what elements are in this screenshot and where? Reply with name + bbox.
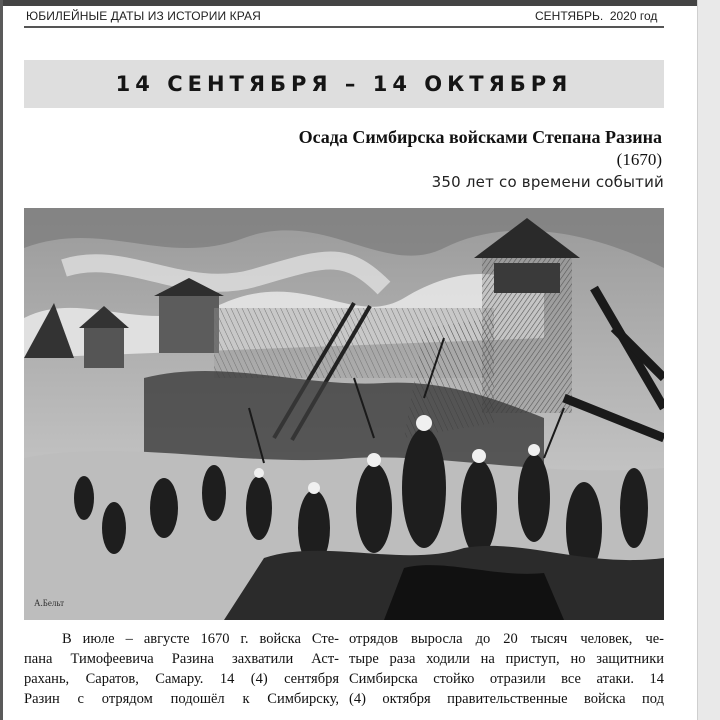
window-left-edge bbox=[0, 0, 3, 720]
siege-engraving-drawing bbox=[24, 208, 664, 620]
article-year: (1670) bbox=[616, 150, 662, 169]
body-column-left bbox=[24, 629, 339, 709]
paragraph-line: тыре раза ходили на приступ, но защитники bbox=[349, 651, 664, 667]
date-range-banner bbox=[24, 60, 664, 108]
article-title: Осада Симбирска войсками Степана Разина bbox=[298, 127, 662, 147]
paragraph-line: (4) октября правительственные войска под bbox=[349, 691, 664, 707]
header-divider bbox=[24, 26, 664, 28]
date-range-text: 14 СЕНТЯБРЯ – 14 ОКТЯБРЯ bbox=[115, 72, 573, 96]
paragraph-line: Разин с отрядом подошёл к Симбирску, bbox=[24, 691, 339, 707]
engraving-signature: А.Бельт bbox=[34, 598, 65, 608]
window-top-edge bbox=[0, 0, 720, 6]
body-column-right bbox=[349, 629, 664, 709]
paragraph-line: отрядов выросла до 20 тысяч человек, че- bbox=[349, 631, 664, 647]
running-header-date: СЕНТЯБРЬ. 2020 год bbox=[535, 9, 658, 23]
paragraph-line: рахань, Саратов, Самару. 14 (4) сентября bbox=[24, 671, 339, 687]
anniversary-subtitle: 350 лет со времени событий bbox=[431, 173, 664, 191]
viewer-scroll-gutter[interactable] bbox=[698, 0, 720, 720]
paragraph-line: пана Тимофеевича Разина захватили Аст- bbox=[24, 651, 339, 667]
paragraph-line: Симбирска стойко отразили все атаки. 14 bbox=[349, 671, 664, 687]
running-header-section: ЮБИЛЕЙНЫЕ ДАТЫ ИЗ ИСТОРИИ КРАЯ bbox=[26, 9, 261, 23]
paragraph-line: В июле – августе 1670 г. войска Сте- bbox=[62, 631, 339, 647]
siege-engraving bbox=[24, 208, 664, 620]
